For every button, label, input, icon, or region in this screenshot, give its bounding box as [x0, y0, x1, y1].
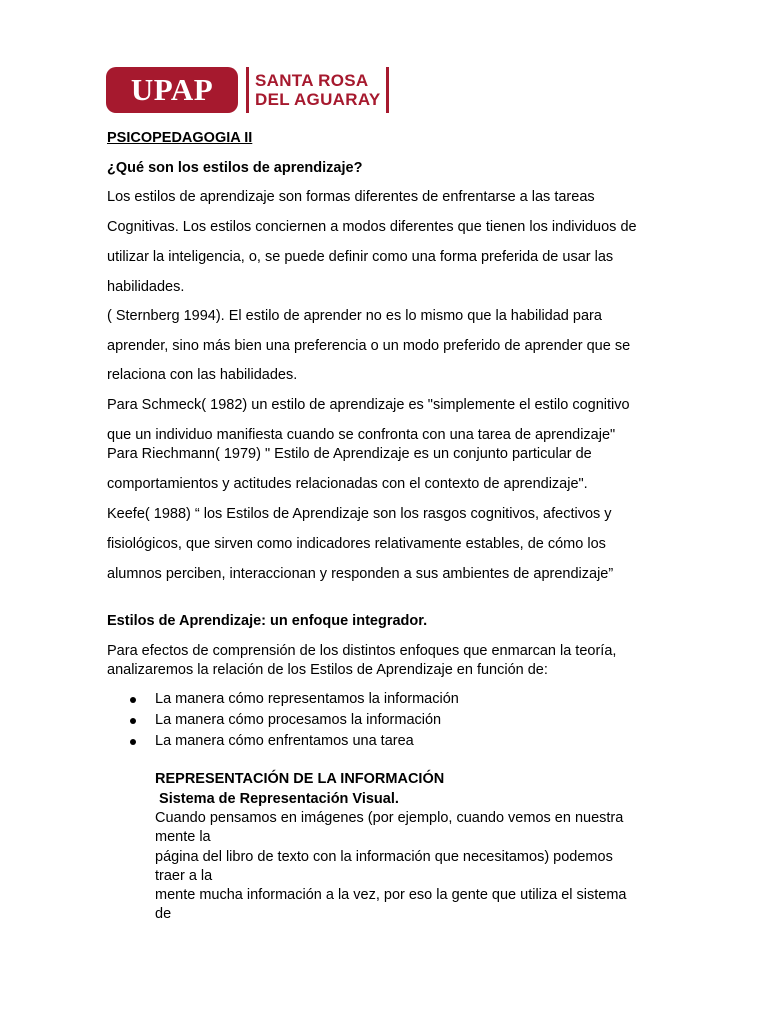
paragraph-line: página del libro de texto con la información que necesitamos) podemos	[155, 849, 613, 865]
course-title: PSICOPEDAGOGIA II	[107, 130, 253, 146]
paragraph-line: alumnos perciben, interaccionan y responden a sus ambientes de aprendizaje”	[107, 566, 614, 582]
bullet-item: La manera cómo representamos la información	[155, 691, 459, 707]
heading-visual-system: Sistema de Representación Visual.	[155, 791, 399, 807]
paragraph-line: fisiológicos, que sirven como indicadores relativamente estables, de cómo los	[107, 536, 606, 552]
paragraph-line: Los estilos de aprendizaje son formas diferentes de enfrentarse a las tareas	[107, 189, 595, 205]
paragraph-line: utilizar la inteligencia, o, se puede definir como una forma preferida de usar las	[107, 249, 614, 265]
paragraph-line: que un individuo manifiesta cuando se confronta con una tarea de aprendizaje"	[107, 427, 616, 443]
logo-divider	[246, 67, 249, 113]
bullet-item: La manera cómo procesamos la información	[155, 712, 442, 728]
heading-information-representation: REPRESENTACIÓN DE LA INFORMACIÓN	[155, 771, 445, 787]
heading-integrative-approach: Estilos de Aprendizaje: un enfoque integrador.	[107, 613, 428, 629]
paragraph-line: relaciona con las habilidades.	[107, 367, 298, 383]
bullet-dot-icon	[130, 697, 136, 703]
logo-divider-right	[386, 67, 389, 113]
paragraph-line: ( Sternberg 1994). El estilo de aprender no es lo mismo que la habilidad para	[107, 308, 602, 324]
bullet-dot-icon	[130, 739, 136, 745]
logo-text	[255, 71, 380, 109]
paragraph-line: Cognitivas. Los estilos conciernen a modos diferentes que tienen los individuos de	[107, 219, 637, 235]
paragraph-line: analizaremos la relación de los Estilos de Aprendizaje en función de:	[107, 662, 548, 678]
paragraph-line: Keefe( 1988) “ los Estilos de Aprendizaje son los rasgos cognitivos, afectivos y	[107, 506, 612, 522]
bullet-dot-icon	[130, 718, 136, 724]
paragraph-line: comportamientos y actitudes relacionadas con el contexto de aprendizaje".	[107, 476, 588, 492]
upap-logo	[106, 67, 389, 113]
logo-line2: DEL AGUARAY	[255, 90, 381, 109]
paragraph-line: mente la	[155, 829, 211, 845]
paragraph-line: Para Riechmann( 1979) " Estilo de Aprendizaje es un conjunto particular de	[107, 446, 592, 462]
heading-what-are-learning-styles: ¿Qué son los estilos de aprendizaje?	[107, 160, 363, 176]
paragraph-line: Para efectos de comprensión de los distintos enfoques que enmarcan la teoría,	[107, 643, 617, 659]
logo-line1: SANTA ROSA	[255, 71, 369, 90]
paragraph-line: habilidades.	[107, 279, 185, 295]
paragraph-line: mente mucha información a la vez, por eso la gente que utiliza el sistema	[155, 887, 627, 903]
logo-brand: UPAP	[106, 67, 238, 113]
paragraph-line: Cuando pensamos en imágenes (por ejemplo, cuando vemos en nuestra	[155, 810, 624, 826]
paragraph-line: Para Schmeck( 1982) un estilo de aprendizaje es "simplemente el estilo cognitivo	[107, 397, 630, 413]
bullet-item: La manera cómo enfrentamos una tarea	[155, 733, 414, 749]
paragraph-line: aprender, sino más bien una preferencia o un modo preferido de aprender que se	[107, 338, 631, 354]
paragraph-line: de	[155, 906, 172, 922]
paragraph-line: traer a la	[155, 868, 213, 884]
